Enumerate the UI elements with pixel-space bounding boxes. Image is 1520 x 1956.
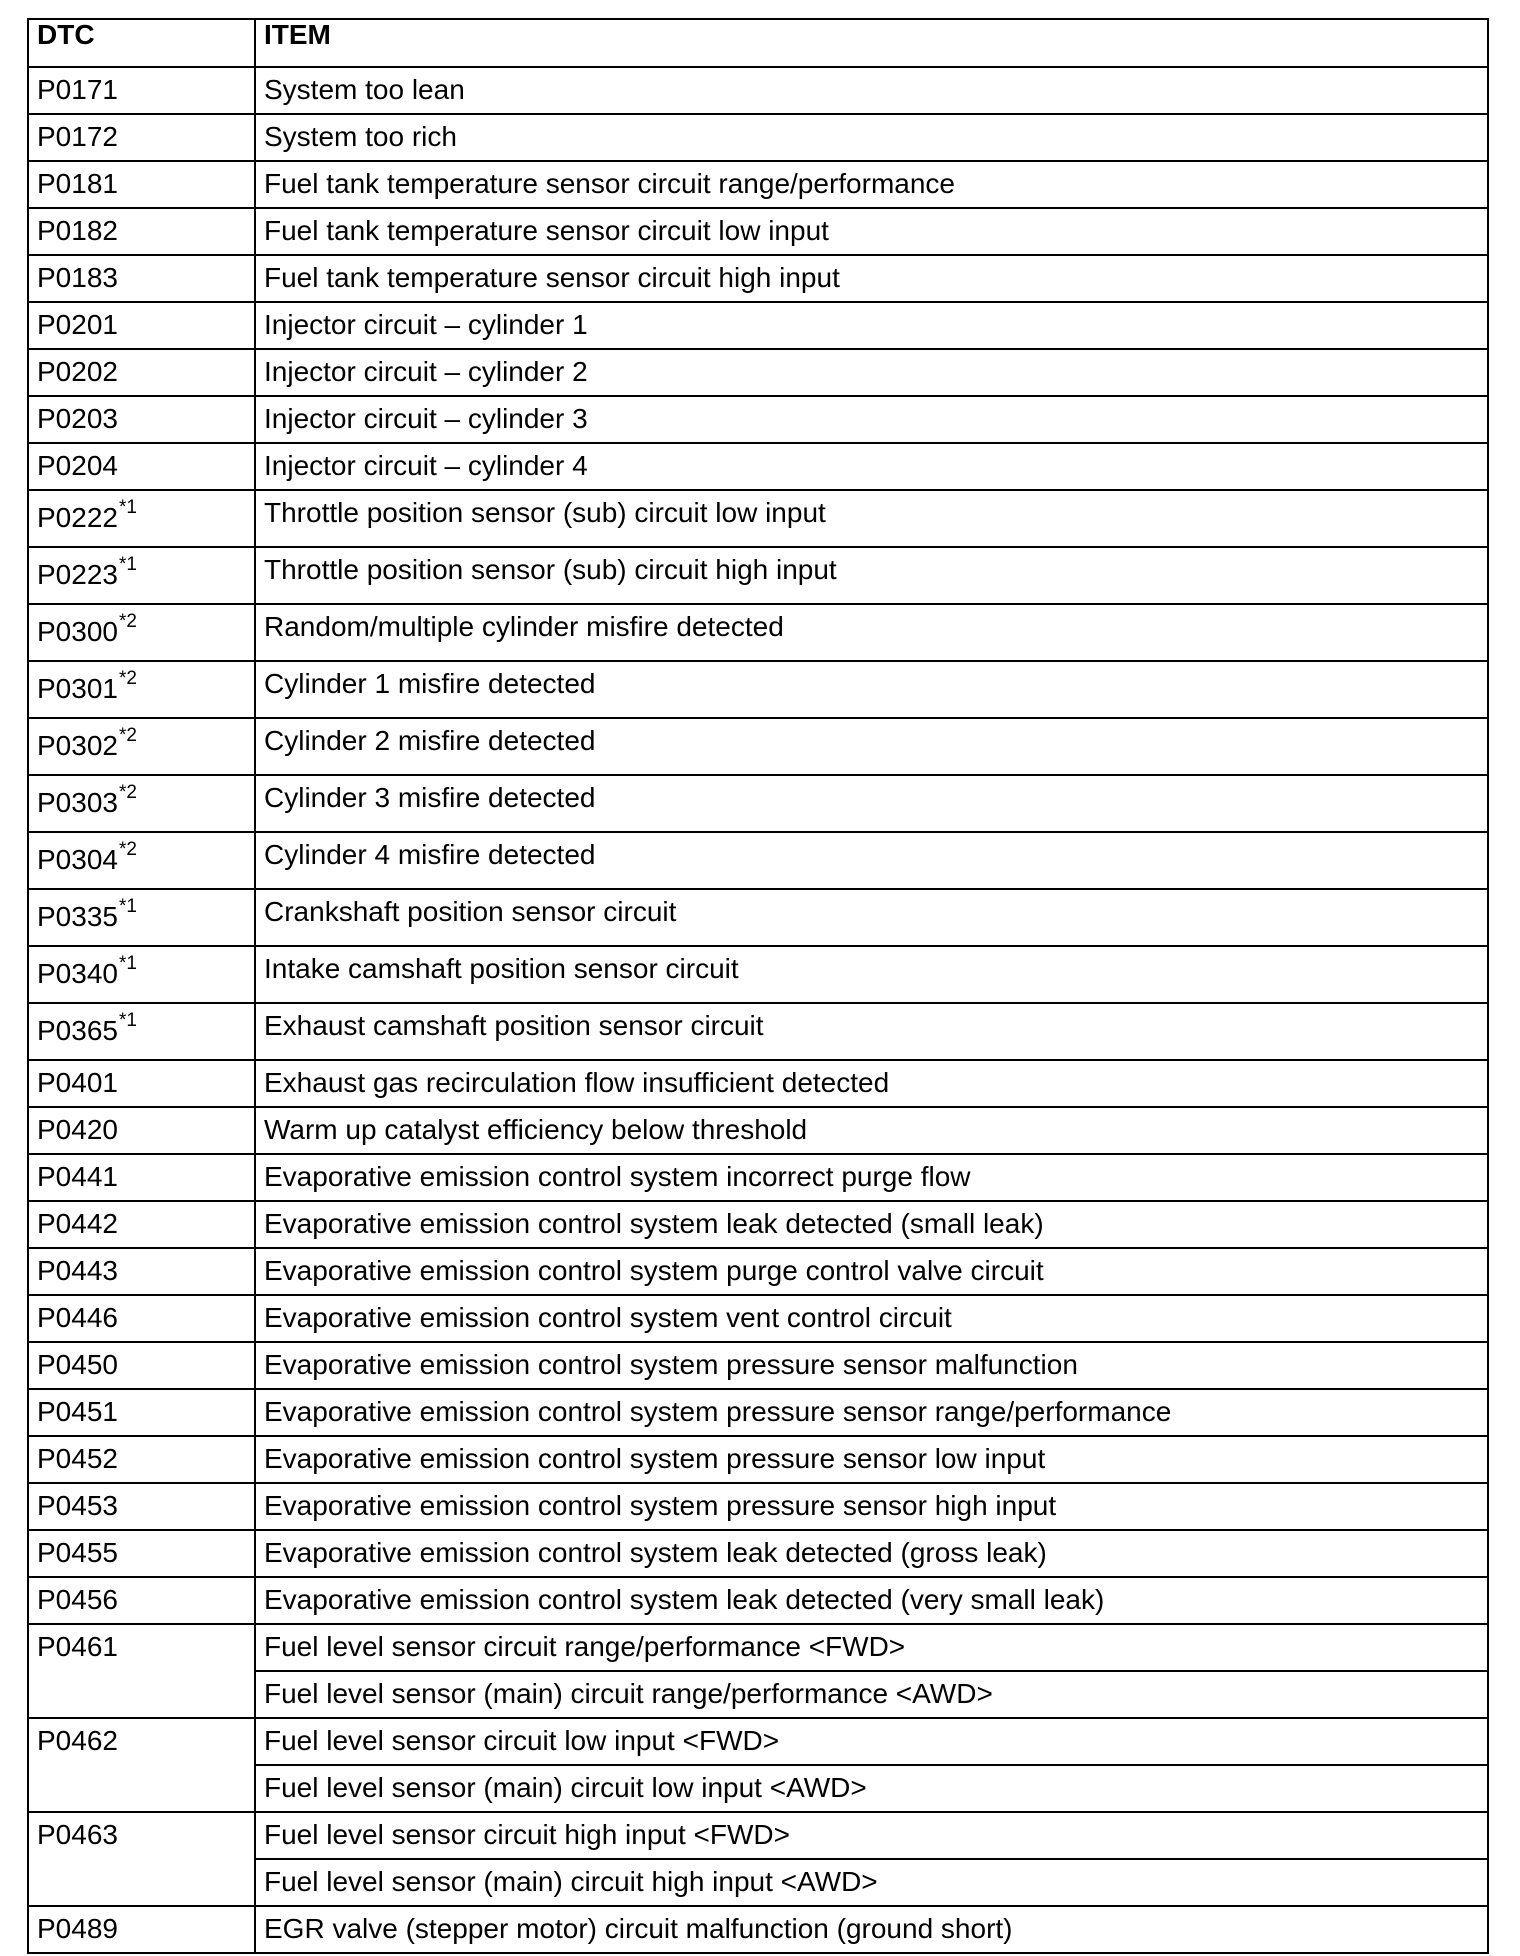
dtc-code-cell [28, 1483, 255, 1530]
dtc-code: P0222 [37, 502, 118, 533]
footnote-marker: *1 [118, 1010, 137, 1031]
dtc-code-cell [28, 775, 255, 832]
footnote-marker: *2 [118, 668, 137, 689]
dtc-table [27, 18, 1489, 1954]
footnote-marker: *2 [118, 611, 137, 632]
dtc-code: P0182 [37, 215, 118, 246]
dtc-code: P0181 [37, 168, 118, 199]
dtc-code-cell [28, 604, 255, 661]
dtc-code-cell [28, 1201, 255, 1248]
table-row [28, 1295, 1488, 1342]
dtc-item-description: Injector circuit – cylinder 2 [255, 349, 1488, 396]
table-row [28, 1389, 1488, 1436]
footnote-marker: *2 [118, 839, 137, 860]
dtc-item-description: System too rich [255, 114, 1488, 161]
dtc-code-cell [28, 1107, 255, 1154]
dtc-item-description: Fuel level sensor (main) circuit high input <AWD> [255, 1859, 1488, 1906]
dtc-item-description: Fuel tank temperature sensor circuit high input [255, 255, 1488, 302]
dtc-code-cell [28, 443, 255, 490]
table-row [28, 302, 1488, 349]
dtc-code: P0304 [37, 844, 118, 875]
dtc-code: P0365 [37, 1015, 118, 1046]
dtc-code-cell [28, 255, 255, 302]
dtc-item-description: System too lean [255, 67, 1488, 114]
dtc-code: P0452 [37, 1443, 118, 1474]
dtc-code-cell [28, 1530, 255, 1577]
dtc-code-cell [28, 1906, 255, 1953]
table-row [28, 1718, 1488, 1765]
dtc-code-cell [28, 1342, 255, 1389]
table-row [28, 1530, 1488, 1577]
dtc-code: P0202 [37, 356, 118, 387]
footnote-marker: *1 [118, 953, 137, 974]
table-row [28, 1154, 1488, 1201]
dtc-item-description: Evaporative emission control system leak detected (gross leak) [255, 1530, 1488, 1577]
dtc-code: P0204 [37, 450, 118, 481]
dtc-code-cell [28, 490, 255, 547]
dtc-code: P0462 [37, 1725, 118, 1756]
table-row [28, 1812, 1488, 1859]
dtc-code: P0455 [37, 1537, 118, 1568]
dtc-item-description: Evaporative emission control system pressure sensor low input [255, 1436, 1488, 1483]
dtc-code-cell [28, 1718, 255, 1812]
dtc-item-description: Cylinder 1 misfire detected [255, 661, 1488, 718]
table-row [28, 1003, 1488, 1060]
footnote-marker: *2 [118, 782, 137, 803]
dtc-item-description: Evaporative emission control system pressure sensor high input [255, 1483, 1488, 1530]
dtc-code-cell [28, 396, 255, 443]
table-row [28, 1060, 1488, 1107]
dtc-item-description: Evaporative emission control system pressure sensor range/performance [255, 1389, 1488, 1436]
table-row [28, 1436, 1488, 1483]
dtc-item-description: Warm up catalyst efficiency below threshold [255, 1107, 1488, 1154]
header-dtc: DTC [28, 19, 255, 67]
dtc-code-cell [28, 946, 255, 1003]
dtc-code-cell [28, 1248, 255, 1295]
header-item: ITEM [255, 19, 1488, 67]
table-row [28, 161, 1488, 208]
table-row [28, 604, 1488, 661]
dtc-code: P0201 [37, 309, 118, 340]
dtc-code: P0461 [37, 1631, 118, 1662]
dtc-item-description: Injector circuit – cylinder 1 [255, 302, 1488, 349]
dtc-item-description: Injector circuit – cylinder 4 [255, 443, 1488, 490]
dtc-code: P0223 [37, 559, 118, 590]
dtc-code: P0203 [37, 403, 118, 434]
dtc-code: P0441 [37, 1161, 118, 1192]
dtc-item-description: Intake camshaft position sensor circuit [255, 946, 1488, 1003]
table-body [28, 67, 1488, 1953]
dtc-code-cell [28, 1060, 255, 1107]
table-row [28, 67, 1488, 114]
table-row [28, 775, 1488, 832]
dtc-item-description: Injector circuit – cylinder 3 [255, 396, 1488, 443]
dtc-code-cell [28, 208, 255, 255]
dtc-item-description: Evaporative emission control system leak detected (very small leak) [255, 1577, 1488, 1624]
dtc-item-description: Random/multiple cylinder misfire detected [255, 604, 1488, 661]
dtc-code: P0183 [37, 262, 118, 293]
dtc-item-description: Cylinder 3 misfire detected [255, 775, 1488, 832]
dtc-code: P0442 [37, 1208, 118, 1239]
dtc-item-description: Evaporative emission control system leak detected (small leak) [255, 1201, 1488, 1248]
footnote-marker: *1 [118, 554, 137, 575]
dtc-code-cell [28, 832, 255, 889]
dtc-item-description: Fuel level sensor circuit high input <FWD> [255, 1812, 1488, 1859]
footnote-marker: *1 [118, 497, 137, 518]
dtc-code-cell [28, 1389, 255, 1436]
dtc-code-cell [28, 718, 255, 775]
dtc-item-description: Evaporative emission control system purge control valve circuit [255, 1248, 1488, 1295]
dtc-code: P0456 [37, 1584, 118, 1615]
dtc-item-description: Cylinder 4 misfire detected [255, 832, 1488, 889]
dtc-code: P0463 [37, 1819, 118, 1850]
dtc-code: P0302 [37, 730, 118, 761]
dtc-item-description: Throttle position sensor (sub) circuit low input [255, 490, 1488, 547]
table-row [28, 490, 1488, 547]
table-row [28, 1483, 1488, 1530]
table-row [28, 349, 1488, 396]
dtc-item-description: Fuel tank temperature sensor circuit low input [255, 208, 1488, 255]
table-row [28, 1906, 1488, 1953]
dtc-code: P0443 [37, 1255, 118, 1286]
dtc-item-description: Fuel level sensor (main) circuit range/performance <AWD> [255, 1671, 1488, 1718]
footnote-marker: *2 [118, 725, 137, 746]
dtc-code-cell [28, 1295, 255, 1342]
dtc-item-description: Exhaust camshaft position sensor circuit [255, 1003, 1488, 1060]
dtc-code: P0450 [37, 1349, 118, 1380]
dtc-item-description: Evaporative emission control system pressure sensor malfunction [255, 1342, 1488, 1389]
dtc-item-description: EGR valve (stepper motor) circuit malfunction (ground short) [255, 1906, 1488, 1953]
dtc-code-cell [28, 1154, 255, 1201]
table-row [28, 114, 1488, 161]
table-row [28, 661, 1488, 718]
table-row [28, 443, 1488, 490]
dtc-code-cell [28, 1577, 255, 1624]
dtc-code: P0401 [37, 1067, 118, 1098]
dtc-item-description: Evaporative emission control system vent control circuit [255, 1295, 1488, 1342]
dtc-item-description: Fuel level sensor circuit range/performance <FWD> [255, 1624, 1488, 1671]
dtc-item-description: Exhaust gas recirculation flow insufficient detected [255, 1060, 1488, 1107]
dtc-item-description: Fuel level sensor (main) circuit low input <AWD> [255, 1765, 1488, 1812]
dtc-code: P0172 [37, 121, 118, 152]
dtc-code: P0303 [37, 787, 118, 818]
dtc-item-description: Fuel tank temperature sensor circuit range/performance [255, 161, 1488, 208]
header-row [28, 19, 1488, 67]
table-row [28, 832, 1488, 889]
dtc-code: P0335 [37, 901, 118, 932]
dtc-code: P0300 [37, 616, 118, 647]
dtc-item-description: Crankshaft position sensor circuit [255, 889, 1488, 946]
dtc-code-cell [28, 302, 255, 349]
table-row [28, 718, 1488, 775]
dtc-item-description: Cylinder 2 misfire detected [255, 718, 1488, 775]
dtc-code: P0489 [37, 1913, 118, 1944]
dtc-code-cell [28, 889, 255, 946]
dtc-item-description: Throttle position sensor (sub) circuit high input [255, 547, 1488, 604]
dtc-code-cell [28, 661, 255, 718]
dtc-item-description: Evaporative emission control system incorrect purge flow [255, 1154, 1488, 1201]
dtc-code-cell [28, 547, 255, 604]
table-row [28, 946, 1488, 1003]
dtc-item-description: Fuel level sensor circuit low input <FWD> [255, 1718, 1488, 1765]
table-row [28, 1624, 1488, 1671]
table-row [28, 1342, 1488, 1389]
dtc-code-cell [28, 161, 255, 208]
table-row [28, 1577, 1488, 1624]
dtc-code-cell [28, 1436, 255, 1483]
table-row [28, 1107, 1488, 1154]
dtc-code: P0453 [37, 1490, 118, 1521]
dtc-code-cell [28, 67, 255, 114]
dtc-code: P0451 [37, 1396, 118, 1427]
dtc-code: P0420 [37, 1114, 118, 1145]
dtc-code-cell [28, 1003, 255, 1060]
table-row [28, 547, 1488, 604]
dtc-code: P0171 [37, 74, 118, 105]
dtc-code: P0446 [37, 1302, 118, 1333]
footnote-marker: *1 [118, 896, 137, 917]
table-row [28, 396, 1488, 443]
table-row [28, 889, 1488, 946]
table-row [28, 1248, 1488, 1295]
table-row [28, 1201, 1488, 1248]
dtc-code-cell [28, 1812, 255, 1906]
dtc-code-cell [28, 1624, 255, 1718]
dtc-code-cell [28, 349, 255, 396]
table-row [28, 255, 1488, 302]
dtc-code: P0301 [37, 673, 118, 704]
table-row [28, 208, 1488, 255]
dtc-code: P0340 [37, 958, 118, 989]
dtc-code-cell [28, 114, 255, 161]
